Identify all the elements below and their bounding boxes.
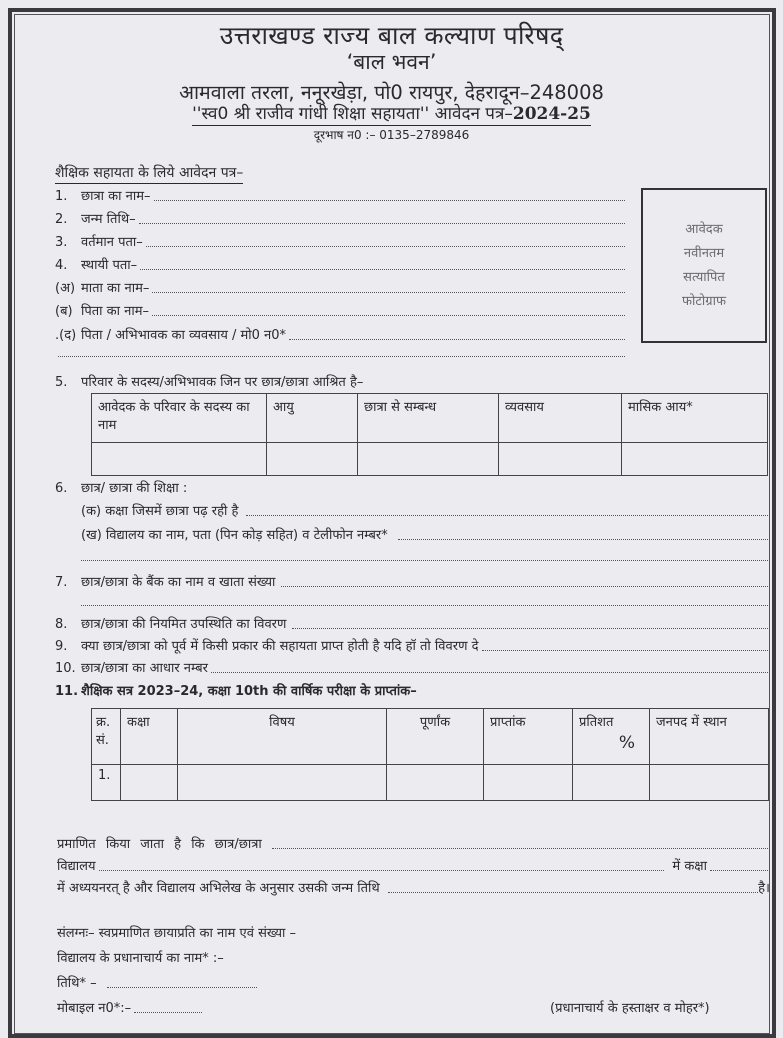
- date-label: तिथि* –: [57, 976, 97, 991]
- section-title: शैक्षिक सहायता के लिये आवेदन पत्र–: [55, 163, 243, 184]
- fill-line[interactable]: [482, 640, 771, 651]
- field-num: 4.: [55, 258, 68, 273]
- header-percentage: [573, 709, 650, 765]
- header-subject: विषय: [178, 709, 387, 765]
- q5-text: परिवार के सदस्य/अभिभावक जिन पर छात्र/छात्रा आश्रित है–: [81, 375, 364, 390]
- field-permanent-address[interactable]: [55, 255, 625, 273]
- q11-num: 11.: [55, 684, 79, 699]
- fill-line[interactable]: [134, 1002, 202, 1013]
- field-attendance[interactable]: [55, 614, 770, 632]
- field-school-details[interactable]: [81, 525, 770, 543]
- q11-text: शैक्षिक सत्र 2023–24, कक्षा 10th की वार्षिक परीक्षा के प्राप्तांक–: [81, 684, 417, 699]
- org-name: उत्तराखण्ड राज्य बाल कल्याण परिषद्: [219, 21, 564, 50]
- table-cell[interactable]: [573, 765, 650, 801]
- header-obtained-marks: प्राप्तांक: [484, 709, 573, 765]
- attachments-label: संलग्नः– स्वप्रमाणित छायाप्रति का नाम एवं संख्या –: [57, 926, 297, 941]
- q11-label: [55, 681, 417, 699]
- header-class: कक्षा: [121, 709, 178, 765]
- fill-line[interactable]: [281, 576, 770, 587]
- photo-box-line: आवेदक: [685, 221, 723, 237]
- certificate-text: विद्यालय: [57, 859, 96, 874]
- fill-line[interactable]: [388, 882, 758, 893]
- certificate-line-2[interactable]: [57, 856, 770, 874]
- form-title-text: ''स्व0 श्री राजीव गांधी शिक्षा सहायता'' आवेदन पत्र–: [192, 104, 513, 124]
- photo-box: [641, 188, 767, 343]
- header-serial: क्र. सं.: [92, 709, 121, 765]
- marks-table: [91, 708, 769, 801]
- mobile-label: मोबाइल न0*:–: [57, 1001, 132, 1016]
- field-num: (अ): [55, 281, 76, 296]
- header-district-rank: जनपद में स्थान: [650, 709, 769, 765]
- table-cell[interactable]: [387, 765, 484, 801]
- field-label: पिता का नाम–: [81, 304, 149, 319]
- field-student-name[interactable]: [55, 186, 625, 204]
- certificate-line-3[interactable]: [57, 878, 770, 896]
- fill-line[interactable]: [292, 618, 770, 629]
- certificate-text: है।: [758, 881, 770, 896]
- field-father-name[interactable]: [55, 301, 625, 319]
- certificate-line-1[interactable]: [57, 834, 770, 852]
- field-num: 3.: [55, 235, 68, 250]
- fill-line[interactable]: [107, 977, 257, 988]
- field-num: 1.: [55, 189, 68, 204]
- field-label: क्या छात्र/छात्रा को पूर्व में किसी प्रकार की सहायता प्राप्त होती है यदि हॉ तो विवरण दे: [81, 639, 479, 654]
- fill-line[interactable]: [152, 282, 625, 293]
- field-num: .(द): [55, 328, 77, 343]
- table-row: [92, 443, 768, 476]
- field-bank-details[interactable]: [55, 572, 770, 590]
- fill-line[interactable]: [140, 259, 625, 270]
- photo-box-line: सत्यापित: [683, 269, 725, 285]
- percentage-label: प्रतिशत: [579, 715, 614, 730]
- field-num: 10.: [55, 661, 76, 676]
- field-mother-name[interactable]: [55, 278, 625, 296]
- field-label: (ख) विद्यालय का नाम, पता (पिन कोड़ सहित) व टेलीफोन नम्बर*: [81, 528, 388, 543]
- table-cell[interactable]: [178, 765, 387, 801]
- table-cell[interactable]: [267, 443, 358, 476]
- fill-line[interactable]: [99, 860, 665, 871]
- field-label: छात्र/छात्रा की नियमित उपस्थिति का विवरण: [81, 617, 287, 632]
- row-serial: 1.: [92, 765, 121, 801]
- certificate-text: में कक्षा: [672, 859, 707, 874]
- field-guardian-occupation[interactable]: [55, 325, 625, 343]
- table-header-row: [92, 394, 768, 443]
- certificate-text: में अध्ययनरत् है और विद्यालय अभिलेख के अनुसार उसकी जन्म तिथि: [57, 881, 380, 896]
- fill-line[interactable]: [152, 305, 625, 316]
- table-row: [92, 765, 769, 801]
- field-class[interactable]: [81, 501, 770, 519]
- q6-label: [55, 478, 187, 496]
- header-max-marks: पूर्णांक: [387, 709, 484, 765]
- q5-num: 5.: [55, 375, 68, 390]
- header-occupation: व्यवसाय: [499, 394, 622, 443]
- table-cell[interactable]: [499, 443, 622, 476]
- org-address: आमवाला तरला, ननूरखेड़ा, पो0 रायपुर, देहरादून–248008: [179, 81, 604, 104]
- fill-line[interactable]: [211, 662, 770, 673]
- field-num: 8.: [55, 617, 68, 632]
- fill-line[interactable]: [246, 505, 770, 516]
- table-cell[interactable]: [484, 765, 573, 801]
- fill-line[interactable]: [146, 236, 625, 247]
- header-member-name: आवेदक के परिवार के सदस्य का नाम: [92, 394, 267, 443]
- table-cell[interactable]: [92, 443, 267, 476]
- fill-line[interactable]: [81, 560, 770, 561]
- field-num: 9.: [55, 639, 68, 654]
- fill-line[interactable]: [272, 838, 770, 849]
- q5-label: [55, 372, 363, 390]
- signature-label: (प्रधानाचार्य के हस्ताक्षर व मोहर*): [550, 1001, 710, 1016]
- header-relation: छात्रा से सम्बन्ध: [358, 394, 499, 443]
- org-subtitle: ‘बाल भवन’: [346, 50, 437, 74]
- photo-box-line: नवीनतम: [683, 245, 725, 261]
- field-label: (क) कक्षा जिसमें छात्रा पढ़ रही है: [81, 504, 239, 519]
- header-monthly-income: मासिक आय*: [622, 394, 768, 443]
- header-age: आयु: [267, 394, 358, 443]
- fill-line[interactable]: [154, 190, 626, 201]
- fill-line[interactable]: [139, 213, 625, 224]
- principal-name-label: विद्यालय के प्रधानाचार्य का नाम* :–: [57, 951, 224, 966]
- field-current-address[interactable]: [55, 232, 625, 250]
- photo-box-line: फोटोग्राफ: [681, 293, 727, 309]
- mobile-field[interactable]: [57, 998, 202, 1016]
- field-label: छात्र/छात्रा के बैंक का नाम व खाता संख्या: [81, 575, 276, 590]
- field-label: स्थायी पता–: [81, 258, 138, 273]
- form-title: [0, 101, 783, 124]
- field-num: 7.: [55, 575, 68, 590]
- date-field[interactable]: [57, 973, 257, 991]
- field-dob[interactable]: [55, 209, 625, 227]
- table-cell[interactable]: [622, 443, 768, 476]
- fill-line[interactable]: [289, 329, 625, 340]
- percent-sign: %: [618, 733, 635, 753]
- certificate-text: प्रमाणित किया जाता है कि छात्र/छात्रा: [57, 837, 262, 852]
- field-num: 2.: [55, 212, 68, 227]
- fill-line[interactable]: [81, 605, 770, 606]
- table-cell[interactable]: [121, 765, 178, 801]
- fill-line[interactable]: [398, 529, 770, 540]
- q6-num: 6.: [55, 481, 68, 496]
- form-year: 2024-25: [512, 104, 591, 124]
- field-label: पिता / अभिभावक का व्यवसाय / मो0 न0*: [81, 328, 287, 343]
- field-previous-aid[interactable]: [55, 636, 770, 654]
- table-cell[interactable]: [650, 765, 769, 801]
- phone-number: दूरभाष न0 :– 0135–2789846: [313, 128, 470, 142]
- field-label: वर्तमान पता–: [81, 235, 143, 250]
- field-num: (ब): [55, 304, 73, 319]
- field-label: छात्रा का नाम–: [81, 189, 151, 204]
- table-cell[interactable]: [358, 443, 499, 476]
- family-members-table: [91, 393, 768, 476]
- field-aadhaar[interactable]: [55, 658, 770, 676]
- fill-line[interactable]: [710, 860, 770, 871]
- fill-line[interactable]: [58, 356, 625, 357]
- table-header-row: [92, 709, 769, 765]
- field-label: जन्म तिथि–: [81, 212, 136, 227]
- field-label: माता का नाम–: [81, 281, 150, 296]
- q6-text: छात्र/ छात्रा की शिक्षा :: [81, 481, 188, 496]
- field-label: छात्र/छात्रा का आधार नम्बर: [81, 661, 208, 676]
